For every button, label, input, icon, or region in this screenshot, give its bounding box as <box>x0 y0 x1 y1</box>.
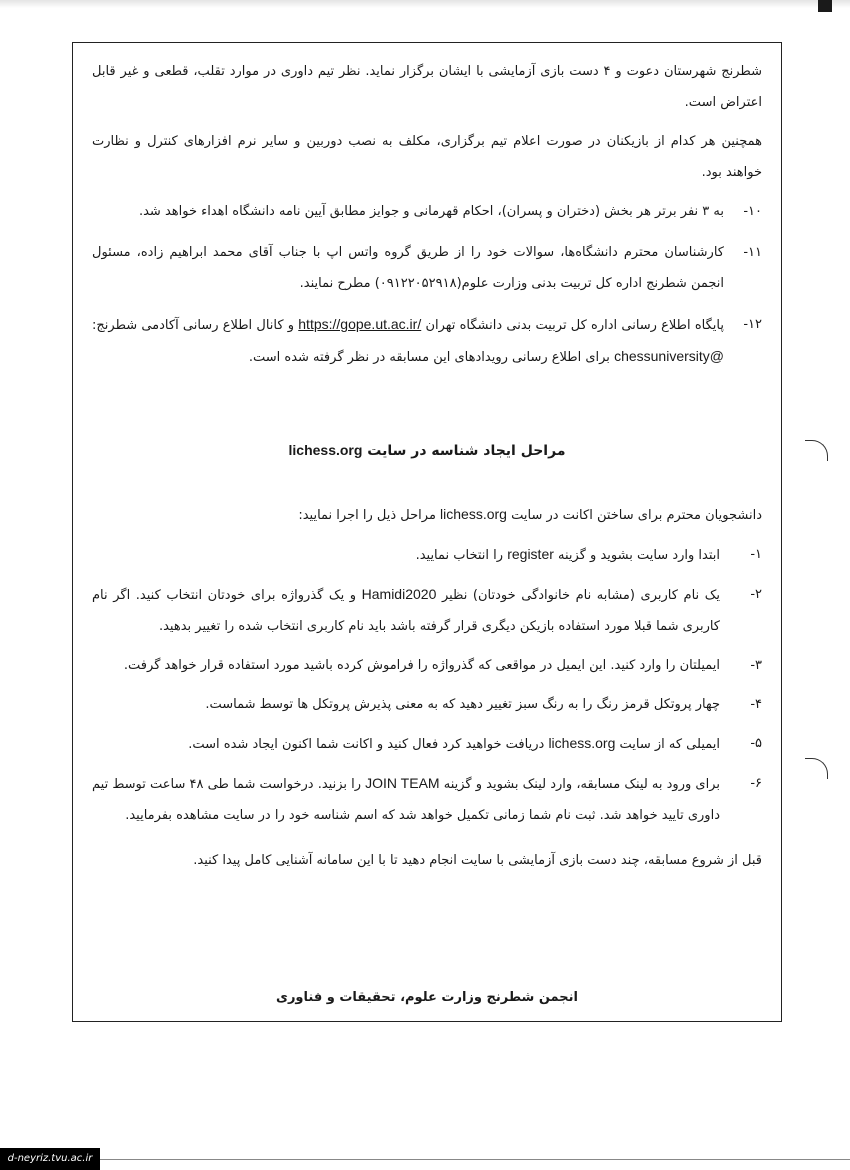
account-steps-section <box>92 499 762 876</box>
step-text-part2: را انتخاب نمایید. <box>415 548 504 563</box>
section-title-text: مراحل ایجاد شناسه در سایت <box>367 443 566 459</box>
paragraph-cameras: همچنین هر کدام از بازیکنان در صورت اعلام تیم برگزاری، مکلف به نصب دوربین و سایر نرم افزارهای کنترل و نظارت خواهند بود. <box>92 134 762 180</box>
step-keyword: JOIN TEAM <box>365 775 440 791</box>
step-keyword: register <box>507 546 554 562</box>
intro-part1: دانشجویان محترم برای ساختن اکانت در سایت <box>511 508 762 523</box>
rule-item-10 <box>92 196 762 227</box>
channel-handle: chessuniversity@ <box>614 348 724 364</box>
steps-intro <box>92 499 762 531</box>
rule-item-12 <box>92 309 762 373</box>
item-text: کارشناسان محترم دانشگاه‌ها، سوالات خود را از طریق گروه واتس اپ با جناب آقای محمد ابراهیم زاده، مسئول انجمن شطرنج اداره کل تربیت بدنی وزارت علوم(۰۹۱۲۲۰۵۲۹۱۸) مطرح نمایند. <box>92 245 724 291</box>
step-number: ۲- <box>750 587 762 602</box>
site-watermark: d-neyriz.tvu.ac.ir <box>0 1148 100 1170</box>
step-3 <box>92 650 762 681</box>
step-keyword: lichess.org <box>548 735 616 751</box>
scan-edge <box>0 0 850 8</box>
step-text: ایمیلتان را وارد کنید. این ایمیل در مواقعی که گذرواژه را فراموش کرده باشید مورد استفاده قرار خواهد گرفت. <box>123 658 720 673</box>
intro-site: lichess.org <box>440 506 507 522</box>
step-number: ۴- <box>750 697 762 712</box>
paragraph-continuation: شطرنج شهرستان دعوت و ۴ دست بازی آزمایشی با ایشان برگزار نماید. نظر تیم داوری در موارد تقلب، قطعی و غیر قابل اعتراض است. <box>92 64 762 110</box>
step-text-part1: ابتدا وارد سایت بشوید و گزینه <box>558 548 720 563</box>
intro-part2: مراحل ذیل را اجرا نمایید: <box>298 508 436 523</box>
section-title <box>92 435 762 467</box>
item-number: ۱۲- <box>743 317 762 332</box>
signature: انجمن شطرنج وزارت علوم، تحقیقات و فناوری <box>276 990 578 1005</box>
step-number: ۶- <box>750 776 762 791</box>
step-text-part2: دریافت خواهید کرد فعال کنید و اکانت شما اکنون ایجاد شده است. <box>188 737 545 752</box>
item-number: ۱۰- <box>743 204 762 219</box>
item-text-part2: و کانال اطلاع رسانی آکادمی شطرنج: <box>92 318 295 333</box>
step-text: چهار پروتکل قرمز رنگ را به رنگ سبز تغییر دهید که به معنی پذیرش پروتکل ها توسط شماست. <box>205 697 720 712</box>
section-title-site: lichess.org <box>288 442 363 458</box>
item-text-part3: برای اطلاع رسانی رویدادهای این مسابقه در نظر گرفته شده است. <box>248 350 610 365</box>
footer-rule <box>100 1159 850 1160</box>
step-text-part1: ایمیلی که از سایت <box>619 737 720 752</box>
step-text-part2: و یک گذرواژه برای خودتان انتخاب کنید. اگر نام کاربری شما قبلا مورد استفاده بازیکن دیگری قرار گرفته باشد باید نام کاربری انتخاب شده را تغییر بدهید. <box>92 588 720 634</box>
rule-item-11 <box>92 237 762 299</box>
scan-corner-mark <box>818 0 832 12</box>
step-2 <box>92 579 762 642</box>
step-keyword: Hamidi2020 <box>361 586 437 602</box>
step-5 <box>92 728 762 760</box>
step-1 <box>92 539 762 571</box>
step-4 <box>92 689 762 720</box>
step-6 <box>92 768 762 831</box>
item-text-part1: پایگاه اطلاع رسانی اداره کل تربیت بدنی دانشگاه تهران <box>425 318 724 333</box>
step-text-part1: یک نام کاربری (مشابه نام خانوادگی خودتان) نظیر <box>441 588 720 603</box>
item-text: به ۳ نفر برتر هر بخش (دختران و پسران)، احکام قهرمانی و جوایز مطابق آیین نامه دانشگاه اهداء خواهد شد. <box>138 204 724 219</box>
step-number: ۵- <box>750 736 762 751</box>
step-text-part2: را بزنید. درخواست شما طی ۴۸ ساعت توسط تیم داوری تایید خواهد شد. ثبت نام شما زمانی تکمیل خواهد شد که اسم شناسه خود را در سایت مشاهده بفرمایید. <box>92 777 720 823</box>
closing-paragraph: قبل از شروع مسابقه، چند دست بازی آزمایشی با سایت انجام دهید تا با این سامانه آشنایی کامل پیدا کنید. <box>193 853 762 868</box>
scan-hole-mark-upper <box>805 440 828 461</box>
scan-hole-mark-lower <box>805 758 828 779</box>
item-number: ۱۱- <box>743 245 762 260</box>
step-number: ۳- <box>750 658 762 673</box>
website-link[interactable]: https://gope.ut.ac.ir/ <box>298 316 422 332</box>
step-text-part1: برای ورود به لینک مسابقه، وارد لینک بشوید و گزینه <box>443 777 720 792</box>
step-number: ۱- <box>750 547 762 562</box>
document-body <box>92 56 762 884</box>
